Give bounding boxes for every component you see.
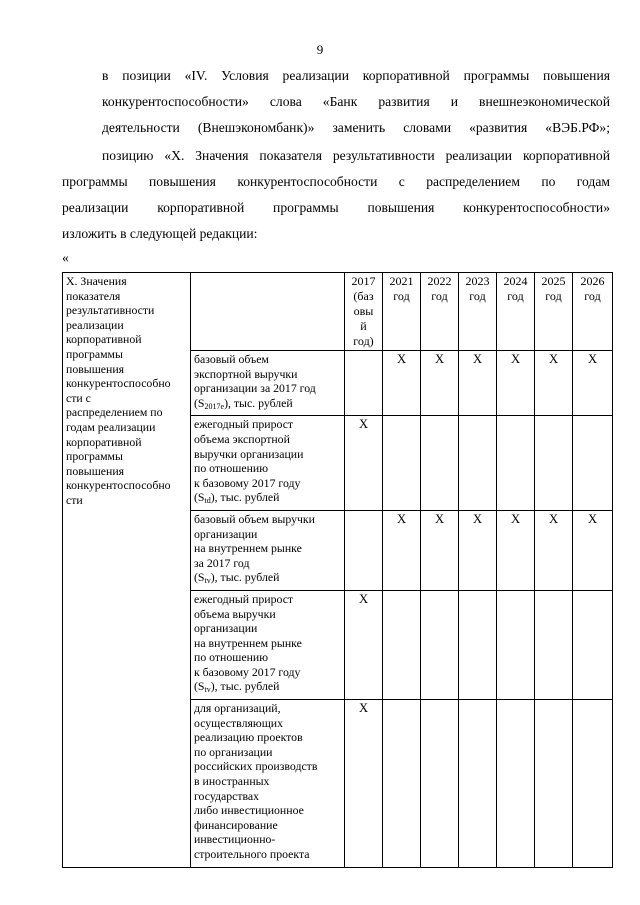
row-label-text: базовый объем экспортной выручки организации за 2017 год (S	[194, 352, 316, 410]
row-label-text: для организаций, осуществляющих реализацию проектов по организации российских производств в иностранных государствах либо инвестиционное финансирование инвестиционно- строительного проекта	[194, 701, 318, 861]
row-label-subscript: 2017e	[204, 401, 225, 411]
paragraph-line: изложить в следующей редакции:	[62, 226, 258, 241]
table-header-row	[63, 273, 613, 351]
mark-cell	[383, 416, 421, 511]
mark-cell	[459, 416, 497, 511]
row-label-text: ), тыс. рублей	[224, 395, 293, 410]
year-header-2021: 2021 год	[383, 273, 421, 351]
mark-cell	[459, 700, 497, 868]
year-header-2022: 2022 год	[421, 273, 459, 351]
mark-cell: X	[421, 351, 459, 416]
paragraph-line: деятельности (Внешэкономбанк)» заменить словами «развития «ВЭБ.РФ»;	[102, 120, 610, 135]
section-title-cell: X. Значения показателя результативности реализации корпоративной программы повышения конкурентоспособно сти с распределением по годам реализации корпоративной программы повышения конкурентоспособно сти	[63, 273, 191, 868]
mark-cell: X	[573, 351, 613, 416]
mark-cell: X	[383, 510, 421, 590]
mark-cell: X	[345, 700, 383, 868]
mark-cell	[497, 416, 535, 511]
mark-cell: X	[573, 510, 613, 590]
paragraph-amend-position-x	[62, 143, 610, 247]
mark-cell: X	[383, 351, 421, 416]
year-header-2017: 2017 (баз овы й год)	[345, 273, 383, 351]
mark-cell: X	[345, 590, 383, 699]
row-label-text: базовый объем выручки организации на внутреннем рынке за 2017 год (S	[194, 511, 315, 585]
mark-cell: X	[535, 351, 573, 416]
mark-cell	[573, 590, 613, 699]
year-header-2025: 2025 год	[535, 273, 573, 351]
mark-cell	[573, 416, 613, 511]
row-label	[191, 510, 345, 590]
row-label-subscript: tv	[204, 576, 211, 586]
row-label-subscript: tv	[204, 685, 211, 695]
mark-cell	[383, 700, 421, 868]
year-header-2026: 2026 год	[573, 273, 613, 351]
year-header-2024: 2024 год	[497, 273, 535, 351]
mark-cell: X	[459, 351, 497, 416]
mark-cell: X	[535, 510, 573, 590]
row-label	[191, 351, 345, 416]
mark-cell	[421, 590, 459, 699]
paragraph-line: реализации корпоративной программы повышения конкурентоспособности»	[62, 200, 610, 215]
year-header-2023: 2023 год	[459, 273, 497, 351]
paragraph-line: позицию «X. Значения показателя результативности реализации корпоративной	[102, 148, 610, 163]
paragraph-amend-position-iv	[62, 63, 610, 141]
row-label-text: ежегодный прирост объема экспортной выручки организации по отношению к базовому 2017 году (S	[194, 417, 304, 505]
mark-cell	[535, 590, 573, 699]
row-label-text: ), тыс. рублей	[210, 490, 280, 505]
mark-cell	[497, 700, 535, 868]
mark-cell	[535, 700, 573, 868]
row-label	[191, 590, 345, 699]
mark-cell: X	[459, 510, 497, 590]
opening-quote: «	[62, 250, 69, 265]
mark-cell	[383, 590, 421, 699]
mark-cell	[345, 510, 383, 590]
paragraph-line: в позиции «IV. Условия реализации корпоративной программы повышения	[102, 68, 610, 83]
row-label	[191, 416, 345, 511]
mark-cell: X	[497, 351, 535, 416]
row-label	[191, 700, 345, 868]
paragraph-line: программы повышения конкурентоспособности с распределением по годам	[62, 174, 610, 189]
row-label-text: ), тыс. рублей	[210, 570, 280, 585]
mark-cell	[573, 700, 613, 868]
row-label-text: ежегодный прирост объема выручки организации на внутреннем рынке по отношению к базовому 2017 году (S	[194, 591, 302, 694]
mark-cell	[345, 351, 383, 416]
mark-cell: X	[497, 510, 535, 590]
mark-cell	[421, 700, 459, 868]
mark-cell	[421, 416, 459, 511]
mark-cell	[497, 590, 535, 699]
indicator-table	[62, 272, 613, 868]
row-label-text: ), тыс. рублей	[210, 679, 280, 694]
page-number: 9	[316, 42, 324, 57]
row-label-subscript: td	[204, 496, 211, 506]
mark-cell: X	[421, 510, 459, 590]
mark-cell	[535, 416, 573, 511]
mark-cell: X	[345, 416, 383, 511]
paragraph-line: конкурентоспособности» слова «Банк развития и внешнеэкономической	[102, 94, 610, 109]
mark-cell	[459, 590, 497, 699]
header-empty-cell	[191, 273, 345, 351]
